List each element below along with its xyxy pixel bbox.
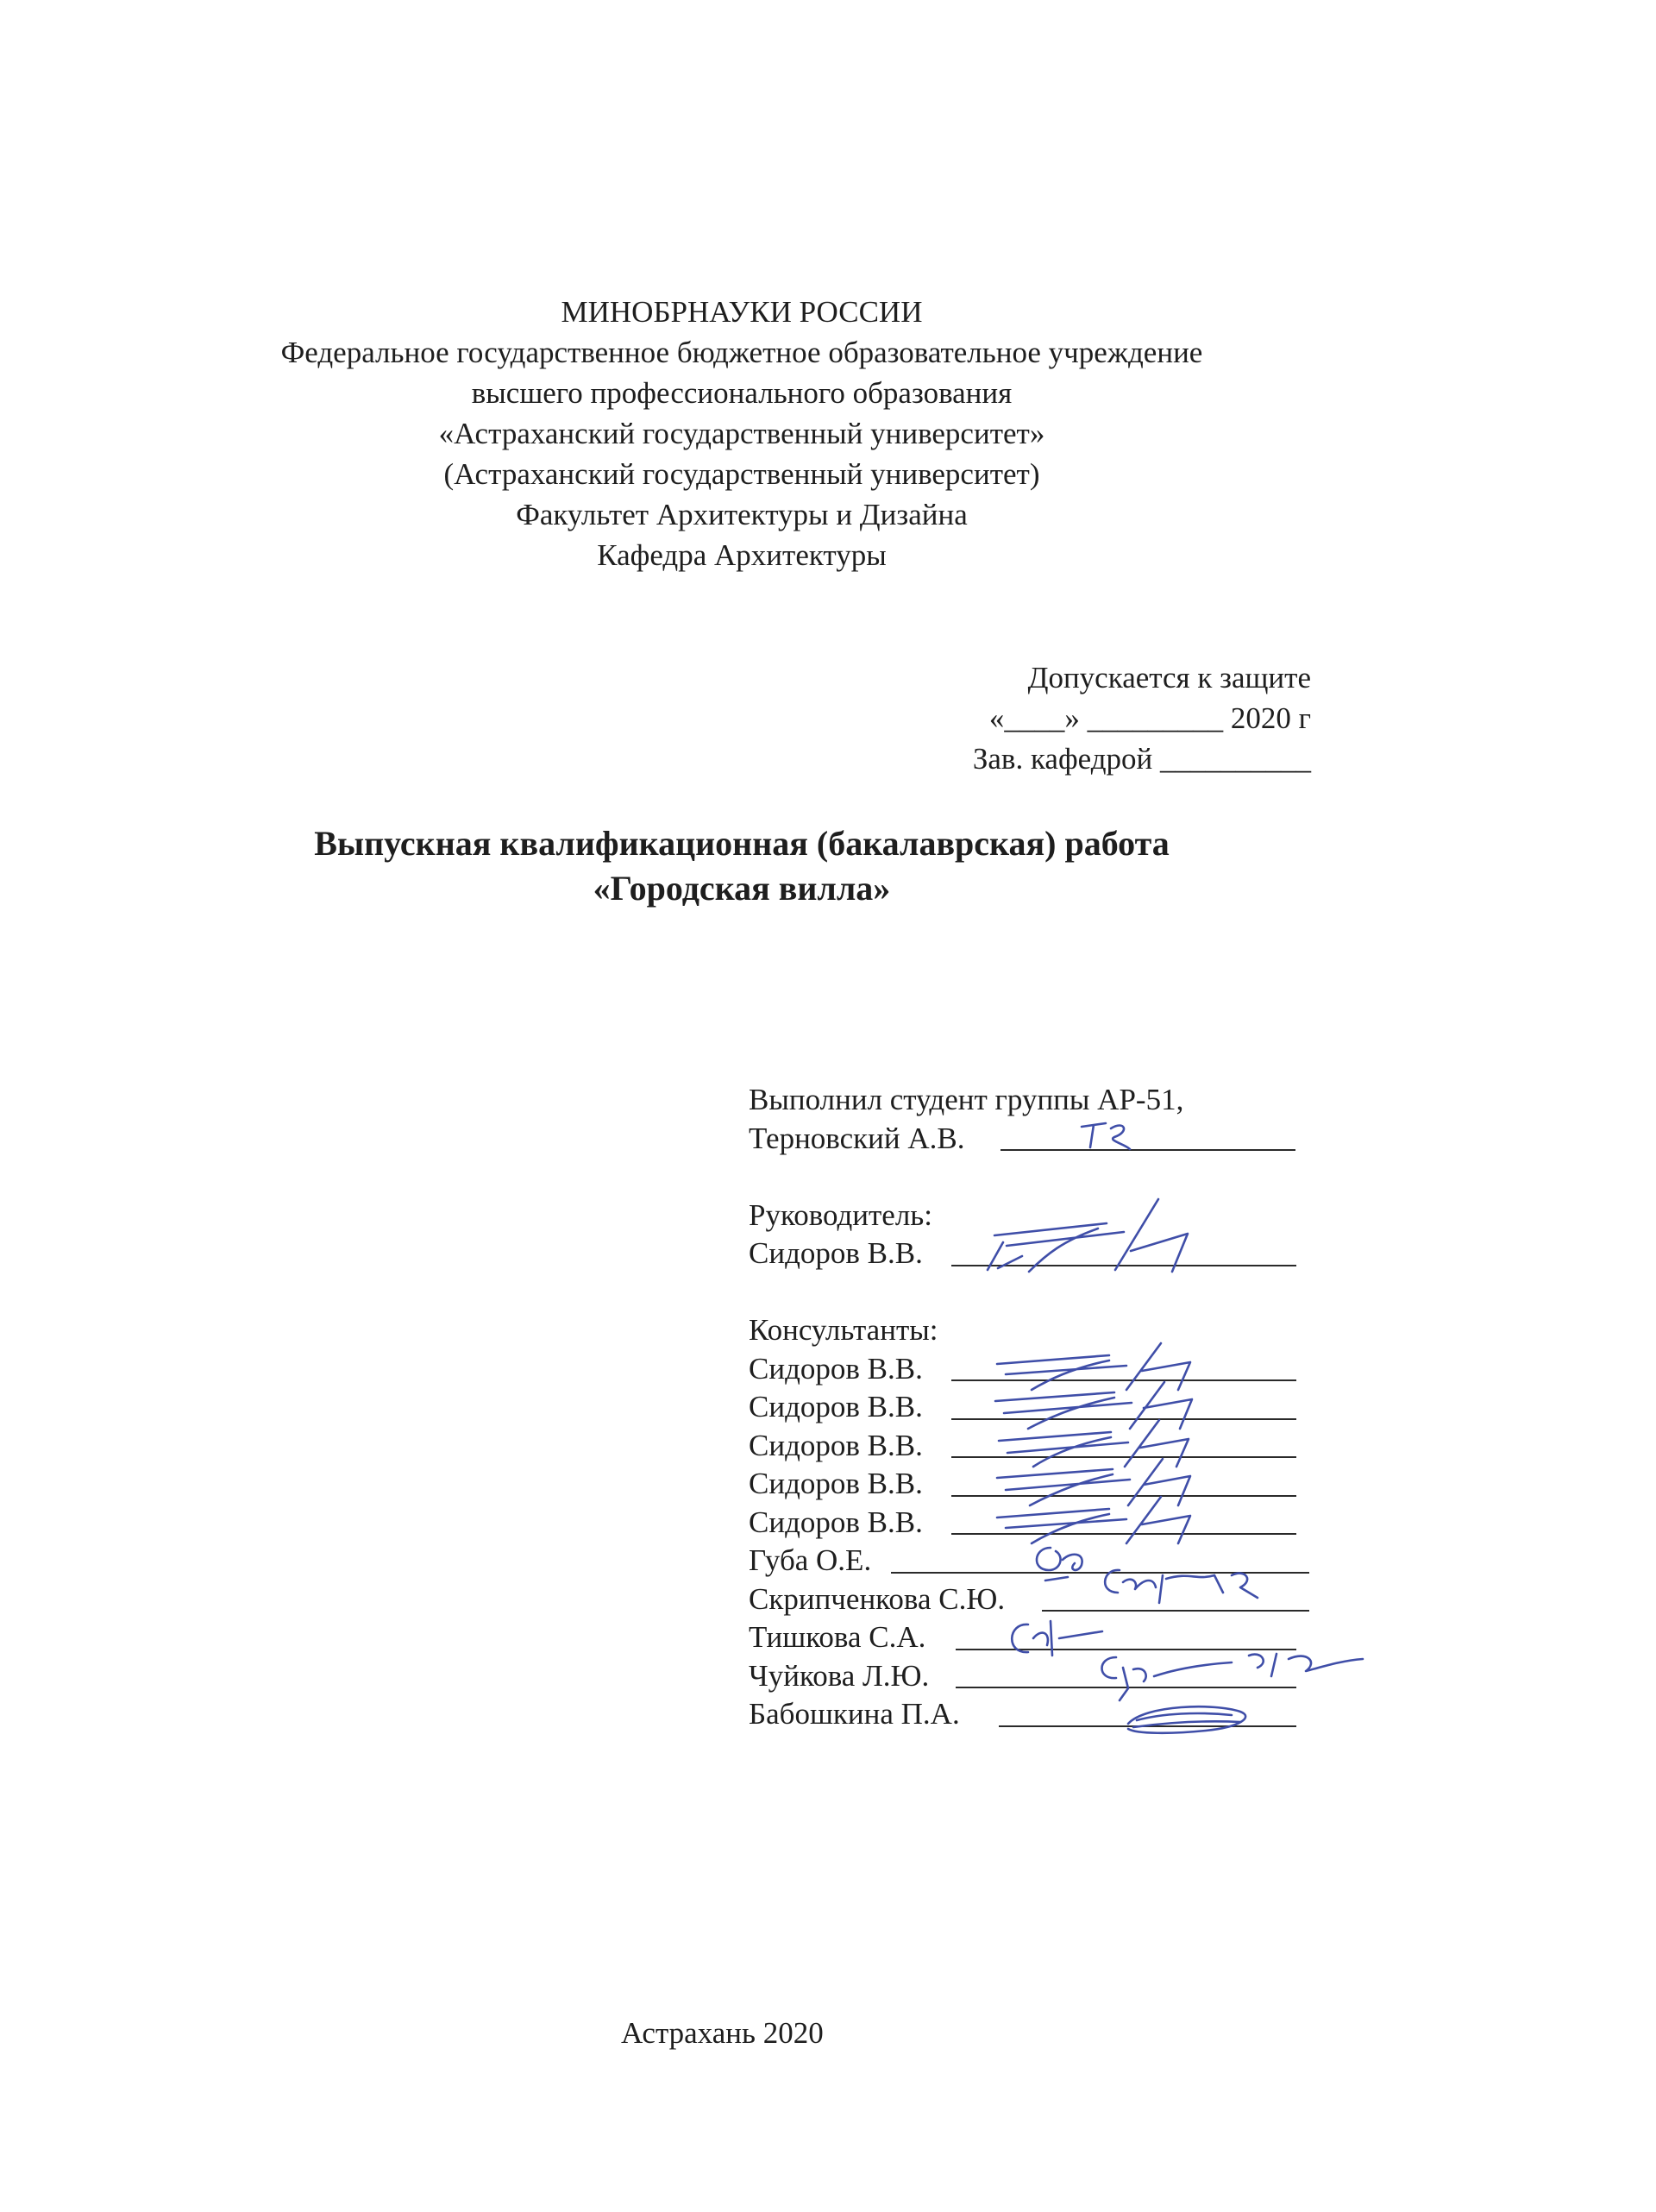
- supervisor-name: Сидоров В.В.: [749, 1236, 923, 1270]
- consultant-signature: [1094, 1563, 1266, 1613]
- city-year: Астрахань 2020: [621, 2016, 824, 2050]
- department-line: Кафедра Архитектуры: [597, 538, 887, 572]
- admission-block: [973, 657, 1311, 779]
- consultant-signature: [1111, 1698, 1258, 1739]
- consultant-row: [749, 1657, 1352, 1696]
- signatures-block: [749, 1081, 1352, 1734]
- admission-caption: Допускается к защите: [1027, 661, 1311, 694]
- student-row: [749, 1120, 1352, 1159]
- thesis-title: [0, 821, 1484, 911]
- consultant-name: Бабошкина П.А.: [749, 1697, 960, 1731]
- consultant-name: Сидоров В.В.: [749, 1467, 923, 1500]
- consultant-name: Тишкова С.А.: [749, 1620, 926, 1654]
- consultant-name: Сидоров В.В.: [749, 1428, 923, 1462]
- student-caption: Выполнил студент группы АР-51,: [749, 1083, 1184, 1116]
- faculty-line: Факультет Архитектуры и Дизайна: [516, 498, 968, 531]
- supervisor-caption: Руководитель:: [749, 1197, 932, 1232]
- ministry-line: МИНОБРНАУКИ РОССИИ: [561, 295, 923, 329]
- student-signature: [1076, 1115, 1145, 1154]
- admission-date-line: «____» _________ 2020 г: [988, 701, 1311, 735]
- consultant-name: Сидоров В.В.: [749, 1390, 923, 1423]
- consultant-signature: [1085, 1642, 1370, 1702]
- university-name-line: «Астраханский государственный университет»: [438, 417, 1045, 450]
- university-header: [0, 292, 1484, 575]
- consultant-row: [749, 1504, 1352, 1543]
- education-level-line: высшего профессионального образования: [471, 376, 1013, 410]
- consultants-caption: Консультанты:: [749, 1313, 938, 1347]
- supervisor-row: [749, 1235, 1352, 1273]
- consultant-name: Сидоров В.В.: [749, 1505, 923, 1539]
- consultant-name: Губа О.Е.: [749, 1543, 872, 1577]
- institution-type-line: Федеральное государственное бюджетное образовательное учреждение: [280, 336, 1203, 369]
- supervisor-signature: [977, 1194, 1219, 1280]
- consultant-name: Чуйкова Л.Ю.: [749, 1658, 930, 1693]
- department-head-line: Зав. кафедрой __________: [972, 742, 1311, 776]
- signature-underline: [1000, 1149, 1295, 1151]
- consultant-signature: [1025, 1539, 1102, 1582]
- university-short-name-line: (Астраханский государственный университет): [443, 457, 1040, 491]
- student-name: Терновский А.В.: [749, 1121, 965, 1155]
- thesis-type-line: Выпускная квалификационная (бакалаврская) работа: [314, 824, 1170, 863]
- thesis-topic-line: «Городская вилла»: [593, 869, 891, 908]
- consultant-row: [749, 1695, 1352, 1734]
- consultant-name: Скрипченкова С.Ю.: [749, 1581, 1006, 1616]
- consultant-name: Сидоров В.В.: [749, 1351, 923, 1386]
